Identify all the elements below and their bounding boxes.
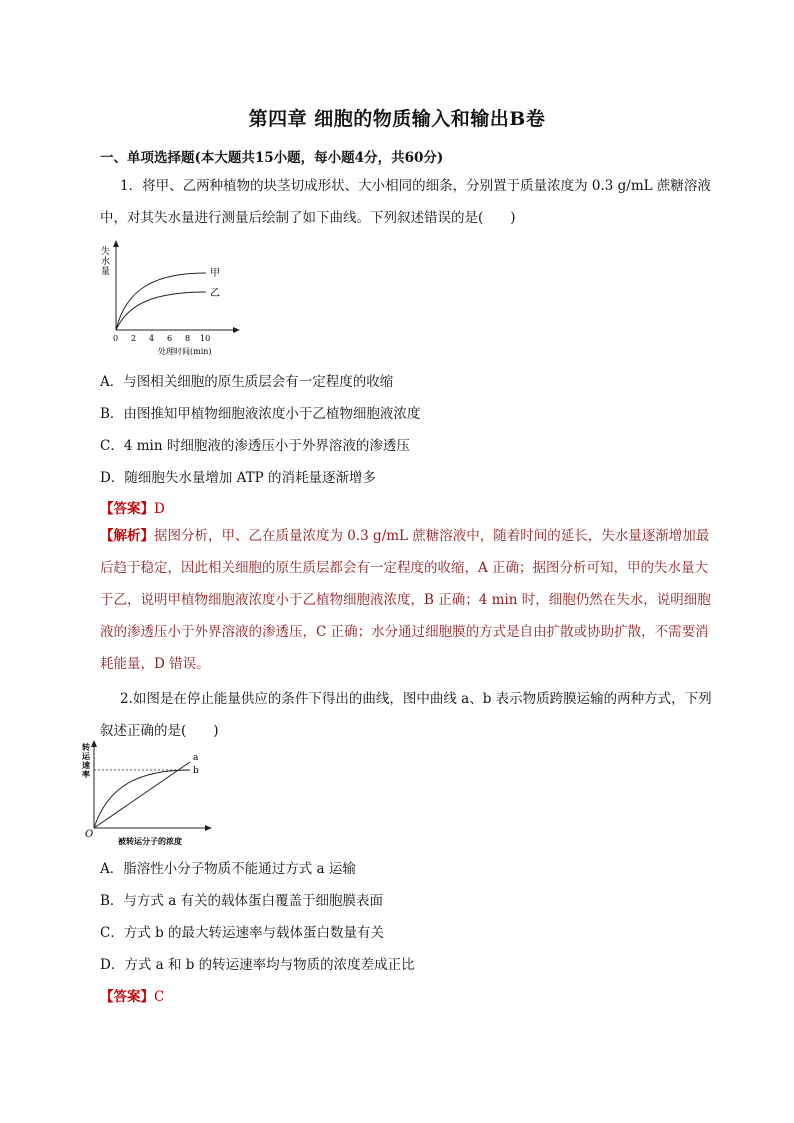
q1-y-label-vertical xyxy=(101,245,110,277)
q1-tick-8: 8 xyxy=(185,334,191,343)
q2-answer-tag: 【答案】 xyxy=(100,989,154,1005)
q2-curve-a xyxy=(94,762,190,828)
q2-y-arrow xyxy=(91,740,97,747)
question-1-stem: 1．将甲、乙两种植物的块茎切成形状、大小相同的细条，分别置于质量浓度为 0.3 g/mL 蔗糖溶液中，对其失水量进行测量后绘制了如下曲线。下列叙述错误的是( ) xyxy=(100,178,711,226)
q1-tick-10: 10 xyxy=(200,334,211,343)
q1-tick-0: 0 xyxy=(113,334,119,343)
q1-option-b: B．由图推知甲植物细胞液浓度小于乙植物细胞液浓度 xyxy=(100,406,421,422)
q1-y-label-char: 水 xyxy=(101,257,111,267)
page-title: 第四章 细胞的物质输入和输出B卷 xyxy=(248,108,546,130)
q2-curve-a-label: a xyxy=(193,753,199,763)
q2-origin-label: O xyxy=(85,829,94,840)
q2-y-label-char: 速 xyxy=(82,760,90,770)
q2-y-label-char: 转 xyxy=(82,742,90,752)
q1-tick-6: 6 xyxy=(167,334,173,343)
q1-y-arrow xyxy=(113,240,119,247)
q1-option-c: C．4 min 时细胞液的渗透压小于外界溶液的渗透压 xyxy=(100,438,410,454)
q2-curve-b xyxy=(94,770,190,828)
q1-tick-4: 4 xyxy=(149,334,155,343)
q1-x-label: 处理时间(min) xyxy=(158,347,212,356)
q2-x-label: 被转运分子的浓度 xyxy=(118,836,182,846)
q1-answer-tag: 【答案】 xyxy=(100,501,154,517)
q1-answer-value: D xyxy=(154,501,165,517)
q2-curve-b-label: b xyxy=(193,766,199,776)
q1-analysis-text: 据图分析，甲、乙在质量浓度为 0.3 g/mL 蔗糖溶液中，随着时间的延长，失水量逐渐增加最后趋于稳定，因此相关细胞的原生质层都会有一定程度的收缩，A 正确；据图分析可知，甲的失水量大于乙，说明甲植物细胞液浓度小于乙植物细胞液浓度，B 正确；4 min 时，细胞仍然在失水，说明细胞液的渗透压小于外界溶液的渗透压，C 正确；水分通过细胞膜的方式是自由扩散或协助扩散，不需要消耗能量，D 错误。 xyxy=(100,528,711,672)
q1-y-label-char: 量 xyxy=(101,267,111,277)
q2-option-c: C．方式 b 的最大转运速率与载体蛋白数量有关 xyxy=(100,925,385,941)
q1-y-label-char: 失 xyxy=(101,247,111,257)
q1-option-a: A．与图相关细胞的原生质层会有一定程度的收缩 xyxy=(100,374,394,390)
q2-y-label-char: 率 xyxy=(82,769,90,779)
q1-answer xyxy=(100,497,165,517)
q2-option-a: A．脂溶性小分子物质不能通过方式 a 运输 xyxy=(100,861,356,877)
q2-answer xyxy=(100,985,164,1005)
q1-analysis xyxy=(100,520,720,680)
q2-option-b: B．与方式 a 有关的载体蛋白覆盖于细胞膜表面 xyxy=(100,893,384,909)
q1-analysis-tag: 【解析】 xyxy=(100,528,154,544)
q1-option-d: D．随细胞失水量增加 ATP 的消耗量逐渐增多 xyxy=(100,470,377,486)
q1-curve-jia xyxy=(116,273,206,330)
q2-option-d: D．方式 a 和 b 的转运速率均与物质的浓度差成正比 xyxy=(100,957,415,973)
q1-curve-yi-label: 乙 xyxy=(210,288,220,299)
q1-x-arrow xyxy=(233,327,240,333)
question-2-stem: 2.如图是在停止能量供应的条件下得出的曲线，图中曲线 a、b 表示物质跨膜运输的两种方式，下列叙述正确的是( ) xyxy=(100,691,712,739)
q1-tick-2: 2 xyxy=(131,334,137,343)
q1-curve-yi xyxy=(116,292,206,330)
q2-y-label-vertical xyxy=(82,742,91,779)
q2-answer-value: C xyxy=(154,989,165,1005)
question-1-figure xyxy=(96,238,246,358)
q2-y-label-char: 运 xyxy=(82,751,90,761)
section-heading: 一、单项选择题(本大题共15小题，每小题4分，共60分) xyxy=(100,150,444,166)
q2-x-arrow xyxy=(205,825,212,831)
question-2-figure xyxy=(80,740,220,848)
q1-curve-jia-label: 甲 xyxy=(210,268,220,279)
